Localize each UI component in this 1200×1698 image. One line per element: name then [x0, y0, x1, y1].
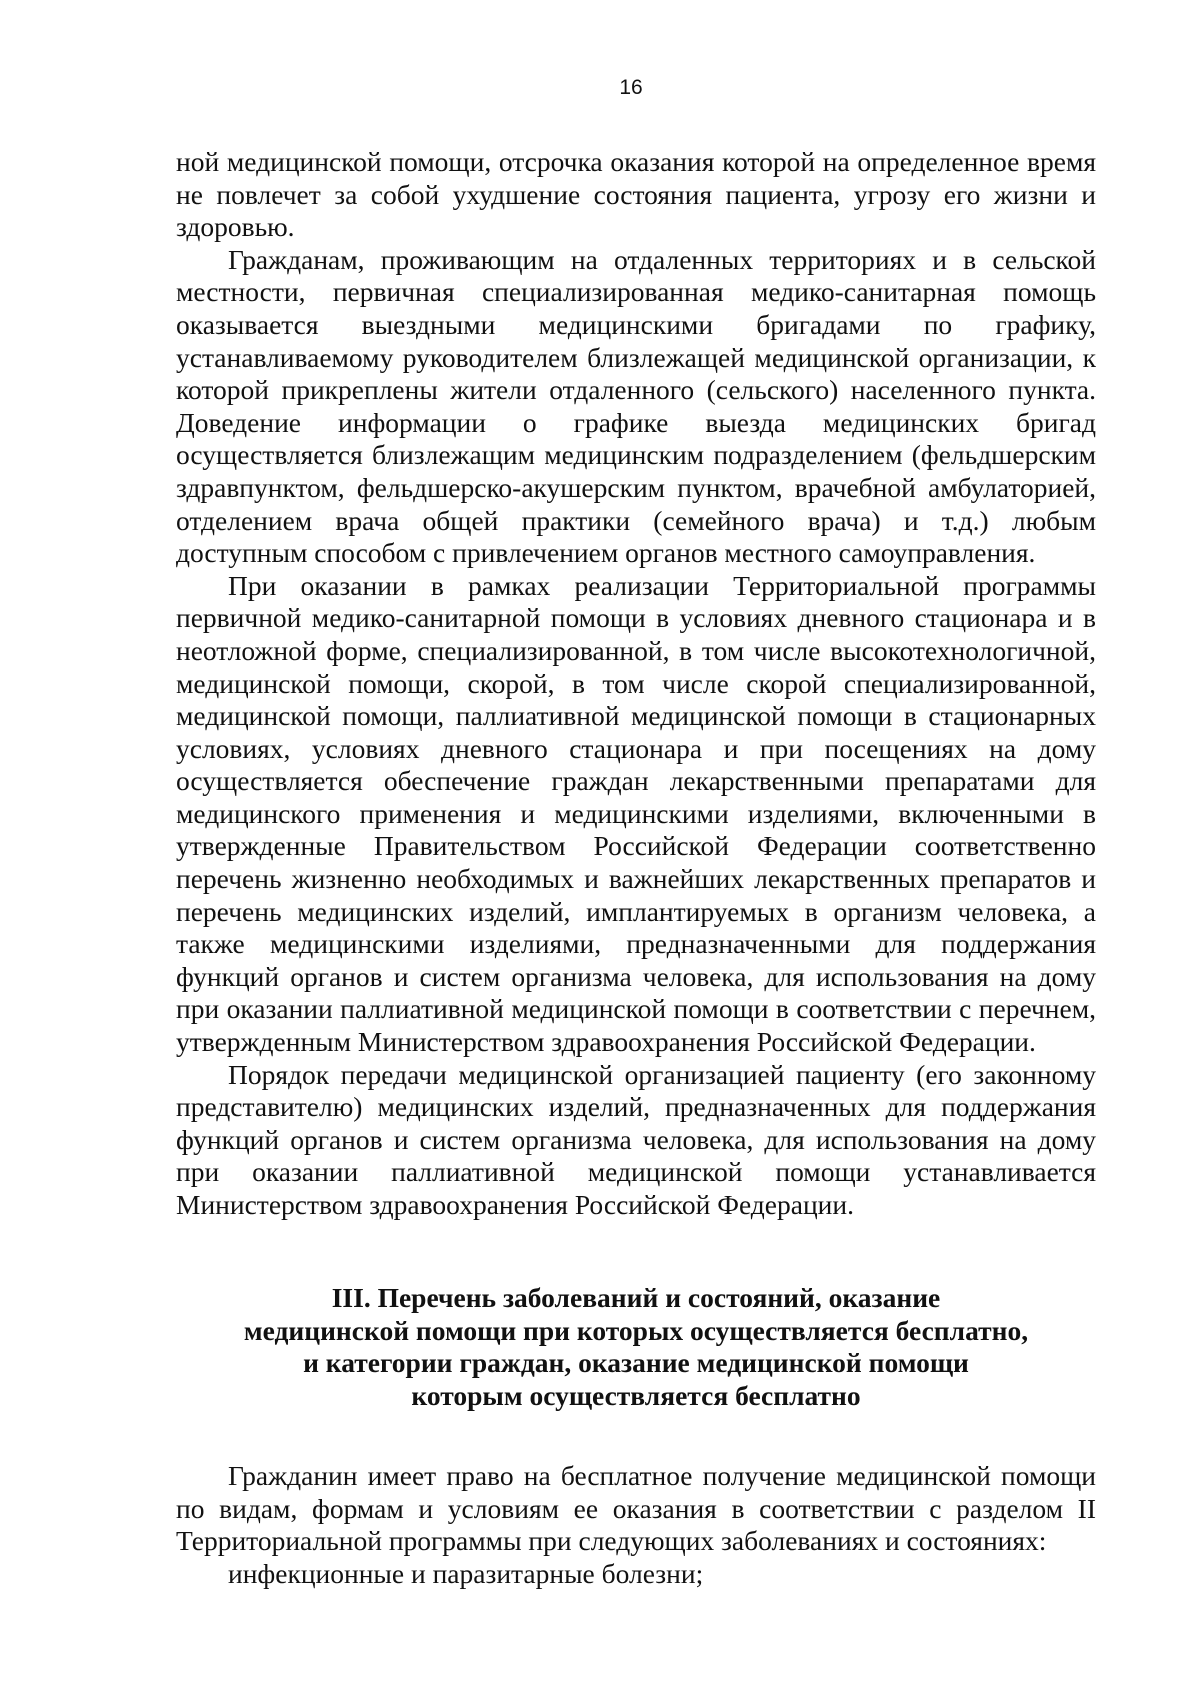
list-item: инфекционные и паразитарные болезни;: [228, 1557, 704, 1589]
body-text-top: [176, 146, 1096, 1222]
heading-line: которым осуществляется бесплатно: [411, 1379, 861, 1411]
heading-line: III. Перечень заболеваний и состояний, оказание: [331, 1282, 941, 1313]
page-number: 16: [619, 76, 643, 99]
body-text-bottom: [176, 1460, 1096, 1590]
section-heading: [176, 1282, 1096, 1412]
paragraph: ной медицинской помощи, отсрочка оказания которой на определенное время не повлечет за собой ухудшение состояния пациента, угрозу его жизни и здоровью.: [176, 146, 1096, 243]
heading-line: и категории граждан, оказание медицинской помощи: [303, 1347, 969, 1379]
heading-line: медицинской помощи при которых осуществляется бесплатно,: [243, 1314, 1029, 1346]
paragraph: Гражданам, проживающим на отдаленных территориях и в сельской местности, первичная специализированная медико-санитарная помощь оказывается выездными медицинскими бригадами по графику, устанавливаемому руководителем близлежащей медицинской организации, к которой прикреплены жители отдаленного (сельского) населенного пункта. Доведение информации о графике выезда медицинских бригад осуществляется близлежащим медицинским подразделением (фельдшерским здравпунктом, фельдшерско-акушерским пунктом, врачебной амбулаторией, отделением врача общей практики (семейного врача) и т.д.) любым доступным способом с привлечением органов местного самоуправления.: [176, 243, 1096, 569]
paragraph: При оказании в рамках реализации Территориальной программы первичной медико-санитарной помощи в условиях дневного стационара и в неотложной форме, специализированной, в том числе высокотехнологичной, медицинской помощи, скорой, в том числе скорой специализированной, медицинской помощи, паллиативной медицинской помощи в стационарных условиях, условиях дневного стационара и при посещениях на дому осуществляется обеспечение граждан лекарственными препаратами для медицинского применения и медицинскими изделиями, включенными в утвержденные Правительством Российской Федерации соответственно перечень жизненно необходимых и важнейших лекарственных препаратов и перечень медицинских изделий, имплантируемых в организм человека, а также медицинскими изделиями, предназначенными для поддержания функций органов и систем организма человека, для использования на дому при оказании паллиативной медицинской помощи в соответствии с перечнем, утвержденным Министерством здравоохранения Российской Федерации.: [176, 569, 1096, 1058]
paragraph: Гражданин имеет право на бесплатное получение медицинской помощи по видам, формам и условиям ее оказания в соответствии с разделом II Территориальной программы при следующих заболеваниях и состояниях:: [176, 1460, 1096, 1557]
paragraph: Порядок передачи медицинской организацией пациенту (его законному представителю) медицинских изделий, предназначенных для поддержания функций органов и систем организма человека, для использования на дому при оказании паллиативной медицинской помощи устанавливается Министерством здравоохранения Российской Федерации.: [176, 1058, 1096, 1220]
